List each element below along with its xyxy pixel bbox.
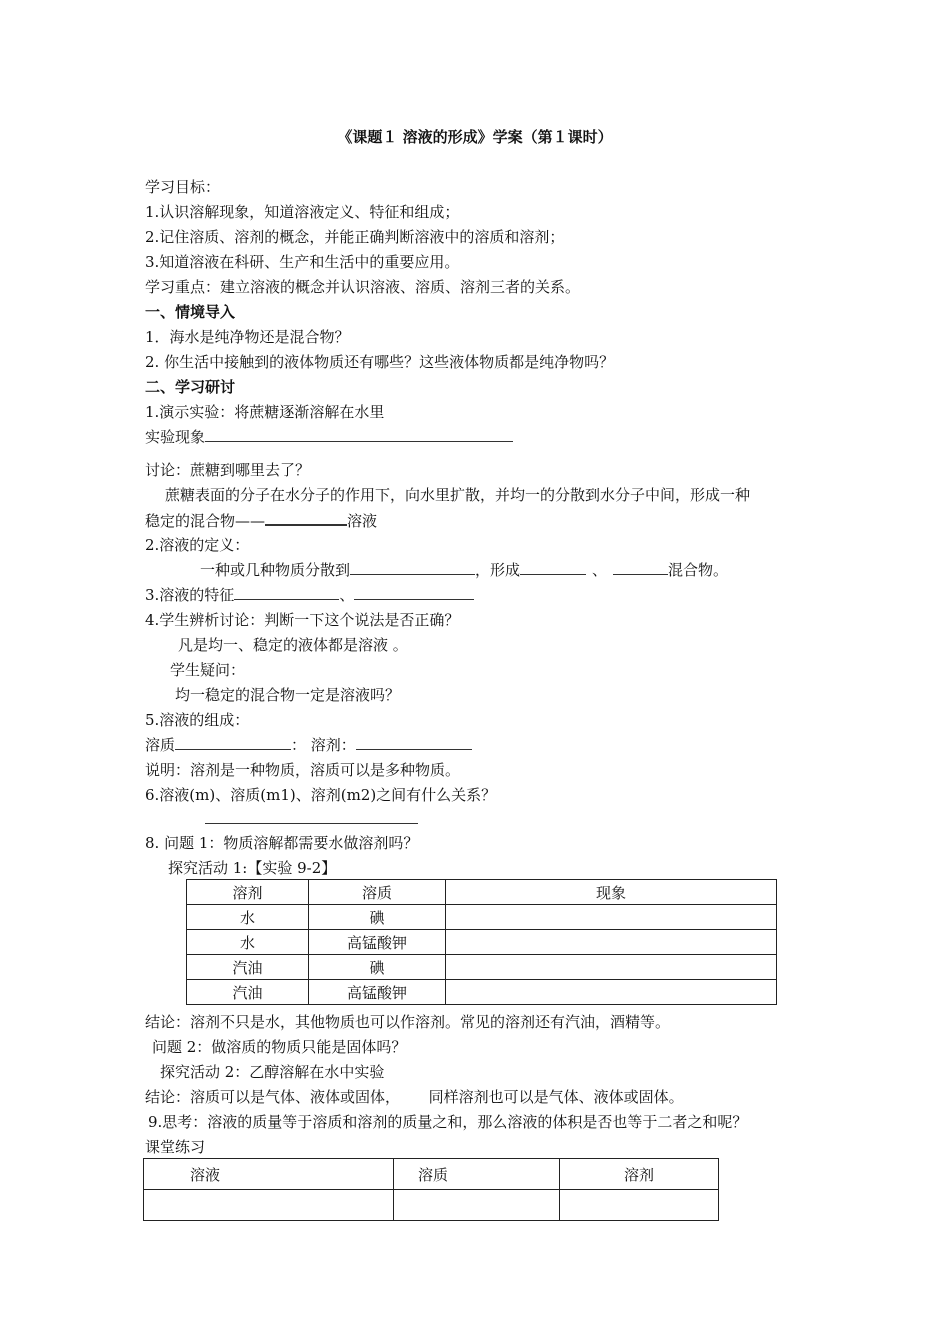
solute-blank [175,735,291,750]
doubt-label: 学生疑问： [170,661,246,679]
goal-1: 1.认识溶解现象，知道溶液定义、特征和组成； [145,203,460,221]
header-phenomenon: 现象 [446,880,777,905]
cell-solute: 高锰酸钾 [309,980,446,1005]
problem-2: 问题 2：做溶质的物质只能是固体吗？ [152,1038,407,1056]
composition-note: 说明：溶剂是一种物质，溶质可以是多种物质。 [145,761,461,779]
think-question: 9.思考：溶液的质量等于溶质和溶剂的质量之和，那么溶液的体积是否也等于二者之和呢？ [148,1113,748,1131]
section1-q2: 2. 你生活中接触到的液体物质还有哪些？这些液体物质都是纯净物吗？ [145,353,615,371]
cell-phenomenon [446,930,777,955]
discussion-question: 讨论：蔗糖到哪里去了？ [145,461,311,479]
cell-solute: 碘 [309,905,446,930]
sugar-paragraph-line1: 蔗糖表面的分子在水分子的作用下，向水里扩散，并均一的分散到水分子中间，形成一种 [165,486,751,504]
cell-solute: 碘 [309,955,446,980]
solvent-label: ： 溶剂： [291,736,356,754]
cell-solvent: 汽油 [187,980,309,1005]
header-solute: 溶质 [309,880,446,905]
cell-phenomenon [446,980,777,1005]
definition-row [200,560,728,580]
practice-table [143,1158,719,1221]
goals-heading: 学习目标： [145,178,221,196]
cell-solvent: 汽油 [187,955,309,980]
practice-cell [560,1190,719,1221]
table-header-row [187,880,777,905]
paragraph-text-end: 溶液 [347,512,378,530]
table-header-row [144,1159,719,1190]
experiment-table [186,879,777,1005]
feature-sep: 、 [339,586,355,604]
activity-2: 探究活动 2：乙醇溶解在水中实验 [160,1063,385,1081]
paragraph-text: 稳定的混合物—— [145,512,266,530]
definition-blank-3 [613,560,668,575]
phenomenon-row [145,427,513,447]
feature-blank-1 [234,585,339,600]
goal-3: 3.知道溶液在科研、生产和生活中的重要应用。 [145,253,460,271]
table-row [187,980,777,1005]
cell-phenomenon [446,955,777,980]
practice-header-solution: 溶液 [144,1159,394,1190]
definition-text-c: 、 [592,561,608,579]
conclusion-2: 结论：溶质可以是气体、液体或固体， 同样溶剂也可以是气体、液体或固体。 [145,1088,684,1106]
problem-1: 8. 问题 1：物质溶解都需要水做溶剂吗？ [145,834,419,852]
definition-text-d: 混合物。 [668,561,729,579]
table-row [187,930,777,955]
practice-header-solute: 溶质 [394,1159,560,1190]
practice-cell [144,1190,394,1221]
composition-row [145,735,472,755]
definition-blank-1 [350,560,475,575]
solution-blank [265,510,347,526]
judge-prompt: 4.学生辨析讨论：判断一下这个说法是否正确？ [145,611,460,629]
document-title: 《课题１ 溶液的形成》学案（第１课时） [337,128,613,146]
cell-solvent: 水 [187,905,309,930]
practice-cell [394,1190,560,1221]
definition-text-a: 一种或几种物质分散到 [200,561,351,579]
composition-title: 5.溶液的组成： [145,711,250,729]
feature-row [145,585,474,605]
activity-1: 探究活动 1:【实验 9-2】 [168,859,337,877]
cell-solute: 高锰酸钾 [309,930,446,955]
definition-blank-2 [520,560,586,575]
practice-heading: 课堂练习 [145,1138,206,1156]
relation-blank [205,823,418,824]
phenomenon-blank [205,427,513,442]
header-solvent: 溶剂 [187,880,309,905]
cell-solvent: 水 [187,930,309,955]
judge-statement: 凡是均一、稳定的液体都是溶液 。 [178,636,408,654]
demo-experiment: 1.演示实验：将蔗糖逐渐溶解在水里 [145,403,385,421]
sugar-paragraph-line2 [145,510,377,531]
feature-blank-2 [354,585,474,600]
feature-label: 3.溶液的特征 [145,586,235,604]
solvent-blank [356,735,472,750]
solute-label: 溶质 [145,736,176,754]
cell-phenomenon [446,905,777,930]
doubt-question: 均一稳定的混合物一定是溶液吗？ [175,686,401,704]
definition-title: 2.溶液的定义： [145,536,250,554]
key-point: 学习重点：建立溶液的概念并认识溶液、溶质、溶剂三者的关系。 [145,278,581,296]
relation-question: 6.溶液(m)、溶质(m1)、溶剂(m2)之间有什么关系？ [145,786,497,804]
definition-text-b: ，形成 [475,561,521,579]
table-row [187,955,777,980]
goal-2: 2.记住溶质、溶剂的概念，并能正确判断溶液中的溶质和溶剂； [145,228,565,246]
phenomenon-label: 实验现象 [145,428,206,446]
table-row [144,1190,719,1221]
table-row [187,905,777,930]
practice-header-solvent: 溶剂 [560,1159,719,1190]
conclusion-1: 结论：溶剂不只是水，其他物质也可以作溶剂。常见的溶剂还有汽油，酒精等。 [145,1013,671,1031]
section1-q1: 1．海水是纯净物还是混合物？ [145,328,350,346]
section1-heading: 一、情境导入 [145,303,236,321]
section2-heading: 二、学习研讨 [145,378,236,396]
